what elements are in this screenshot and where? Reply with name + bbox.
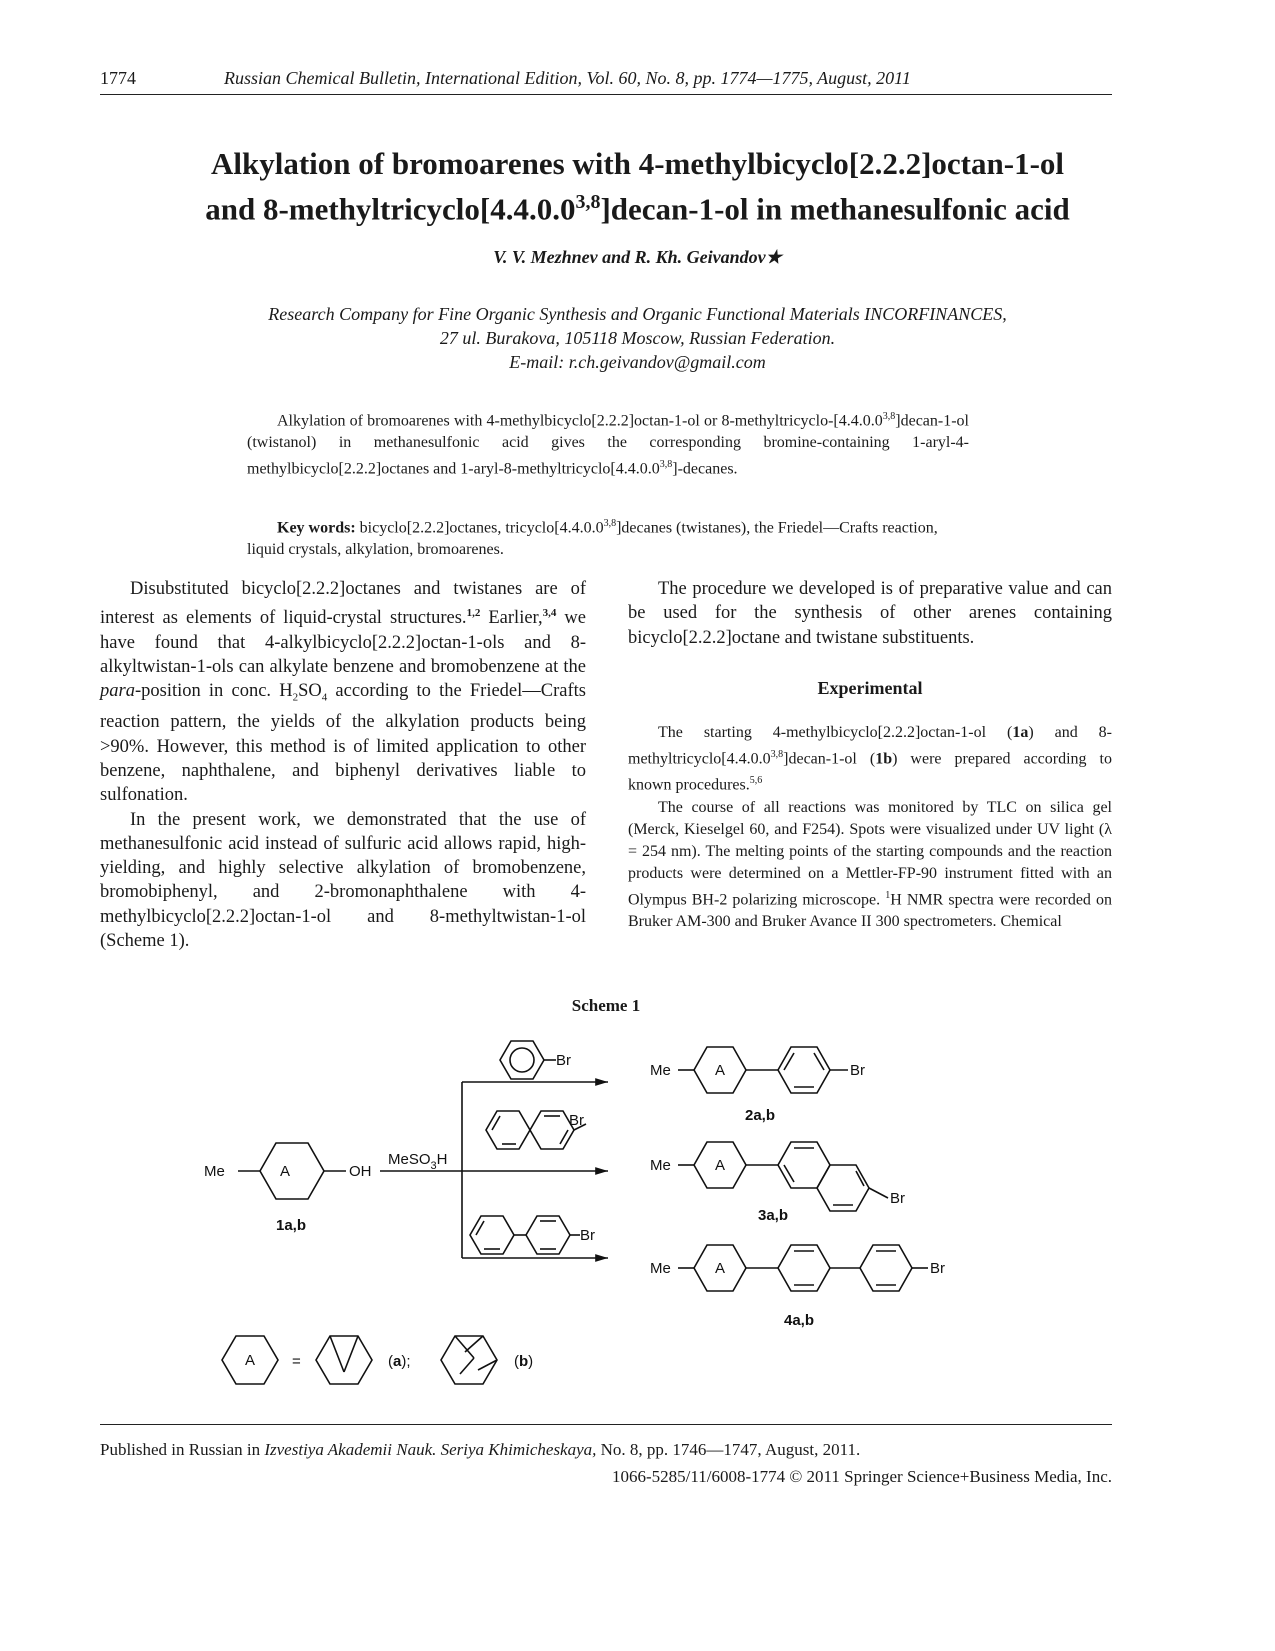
right-column-intro: The procedure we developed is of preparative value and can be used for the synthesis of other arenes containing bicyclo[2.2.2]octane and twistane substituents. <box>628 579 1112 648</box>
br-label: Br <box>890 1190 905 1207</box>
compound-label-2: 2a,b <box>745 1107 776 1124</box>
scheme-title: Scheme 1 <box>571 996 641 1015</box>
reagent-label: MeSO$_3$H <box>388 1151 448 1172</box>
compound-label-4: 4a,b <box>784 1312 815 1329</box>
product-biphenyl-ring-2 <box>860 1245 912 1291</box>
equals-sign: = <box>292 1353 301 1370</box>
footer-rule <box>100 1424 1112 1425</box>
aromatic-circle <box>510 1048 534 1072</box>
ring-a-label: A <box>244 1352 256 1369</box>
journal-header: Russian Chemical Bulletin, International Edition, Vol. 60, No. 8, pp. 1774—1775, August, 2011 <box>224 68 911 88</box>
email: E-mail: r.ch.geivandov@gmail.com <box>509 352 766 372</box>
hydroxyl-label: OH <box>349 1163 372 1180</box>
br-label: Br <box>850 1062 865 1079</box>
compound-label-1: 1a,b <box>276 1217 307 1234</box>
publication-note: Published in Russian in Izvestiya Akademii Nauk. Seriya Khimicheskaya, No. 8, pp. 1746—1747, August, 2011. <box>100 1440 861 1459</box>
copyright: 1066-5285/11/6008-1774 © 2011 Springer Science+Business Media, Inc. <box>611 1467 1112 1486</box>
ring-a-label: A <box>714 1062 726 1079</box>
twistane-icon <box>441 1336 497 1384</box>
br-label: Br <box>580 1227 595 1244</box>
product-naph-ring-2 <box>817 1165 869 1211</box>
title-line-2: and 8-methyltricyclo[4.4.0.0$^{3,8}$]decan-1-ol in methanesulfonic acid <box>205 191 1070 227</box>
experimental-text: The starting 4-methylbicyclo[2.2.2]octan-1-ol (1a) and 8-methyltricyclo[4.4.0.0$^{3,8}$]decan-1-ol (1b) were prepared according to known procedures.$^{5,6}$ The course of all reactions was monitored by TLC on silica gel (Merck, Kieselgel 60, and F254). Spots were visualized under UV light (λ = 254 nm). The melting points of the starting compounds and the reaction products were determined on a Mettler-FP-90 instrument fitted with an Olympus BH-2 polarizing microscope. $^1$H NMR spectra were recorded on Bruker AM-300 and Bruker Avance II 300 spectrometers. Chemical <box>628 724 1113 930</box>
abstract: Alkylation of bromoarenes with 4-methylbicyclo[2.2.2]octan-1-ol or 8-methyltricyclo-[4.4.0.0$^{3,8}$]decan-1-ol (twistanol) in methanesulfonic acid gives the corresponding bromine-containing 1-aryl-4-methylbicyclo[2.2.2]octanes and 1-aryl-8-methyltricyclo[4.4.0.0$^{3,8}$]-decanes. <box>247 411 969 478</box>
paragraph: In the present work, we demonstrated that the use of methanesulfonic acid instead of sulfuric acid allows rapid, high-yielding, and highly selective alkylation of bromobenzene, bromobiphenyl, and 2-bromonaphthalene with 4-methylbicyclo[2.2.2]octan-1-ol and 8-methyltwistan-1-ol (Scheme 1). <box>100 809 586 951</box>
authors: V. V. Mezhnev and R. Kh. Geivandov★ <box>493 247 782 267</box>
br-label: Br <box>569 1112 584 1129</box>
keywords: Key words: bicyclo[2.2.2]octanes, tricyclo[4.4.0.0$^{3,8}$]decanes (twistanes), the Friedel—Crafts reaction, liquid crystals, alkylation, bromoarenes. <box>247 518 938 559</box>
product-naph-ring-1 <box>778 1142 830 1188</box>
methyl-label: Me <box>650 1157 671 1174</box>
ring-a-1 <box>260 1143 324 1199</box>
paragraph: Disubstituted bicyclo[2.2.2]octanes and twistanes are of interest as elements of liquid-crystal structures.$^{1,2}$ Earlier,$^{3,4}$ we have found that 4-alkylbicyclo[2.2.2]octan-1-ols and 8-alkyltwistan-1-ols can alkylate benzene and bromobenzene at the para-position in conc. $H_2SO_4$ according to the Friedel—Crafts reaction pattern, the yields of the alkylation products being >90%. However, this method is of limited application to other benzene, naphthalene, and biphenyl derivatives liable to sulfonation. <box>100 579 586 806</box>
left-column <box>100 577 586 953</box>
section-heading-experimental: Experimental <box>817 678 923 698</box>
legend-a: (a); <box>388 1353 411 1370</box>
reaction-scheme <box>200 1040 1020 1430</box>
title-line-1: Alkylation of bromoarenes with 4-methylbicyclo[2.2.2]octan-1-ol <box>211 146 1064 181</box>
compound-label-3: 3a,b <box>758 1207 789 1224</box>
methyl-label: Me <box>650 1260 671 1277</box>
legend-b: (b) <box>514 1353 534 1370</box>
bicyclooctane-icon <box>316 1336 372 1384</box>
article-title <box>100 145 1175 228</box>
benzene-ring <box>500 1041 544 1079</box>
product-biphenyl-ring-1 <box>778 1245 830 1291</box>
br-label: Br <box>556 1052 571 1069</box>
product-benzene-2 <box>778 1047 830 1093</box>
page-number: 1774 <box>100 68 136 88</box>
methyl-label: Me <box>650 1062 671 1079</box>
ring-a-label: A <box>714 1157 726 1174</box>
affiliation: Research Company for Fine Organic Synthesis and Organic Functional Materials INCORFINANCES, 27 ul. Burakova, 105118 Moscow, Russian Federation. E-mail: r.ch.geivandov@gmail.com <box>100 302 1175 374</box>
methyl-label: Me <box>204 1163 225 1180</box>
header-rule <box>100 94 1112 95</box>
br-label: Br <box>930 1260 945 1277</box>
ring-a-label: A <box>279 1163 291 1180</box>
ring-a-label: A <box>714 1260 726 1277</box>
